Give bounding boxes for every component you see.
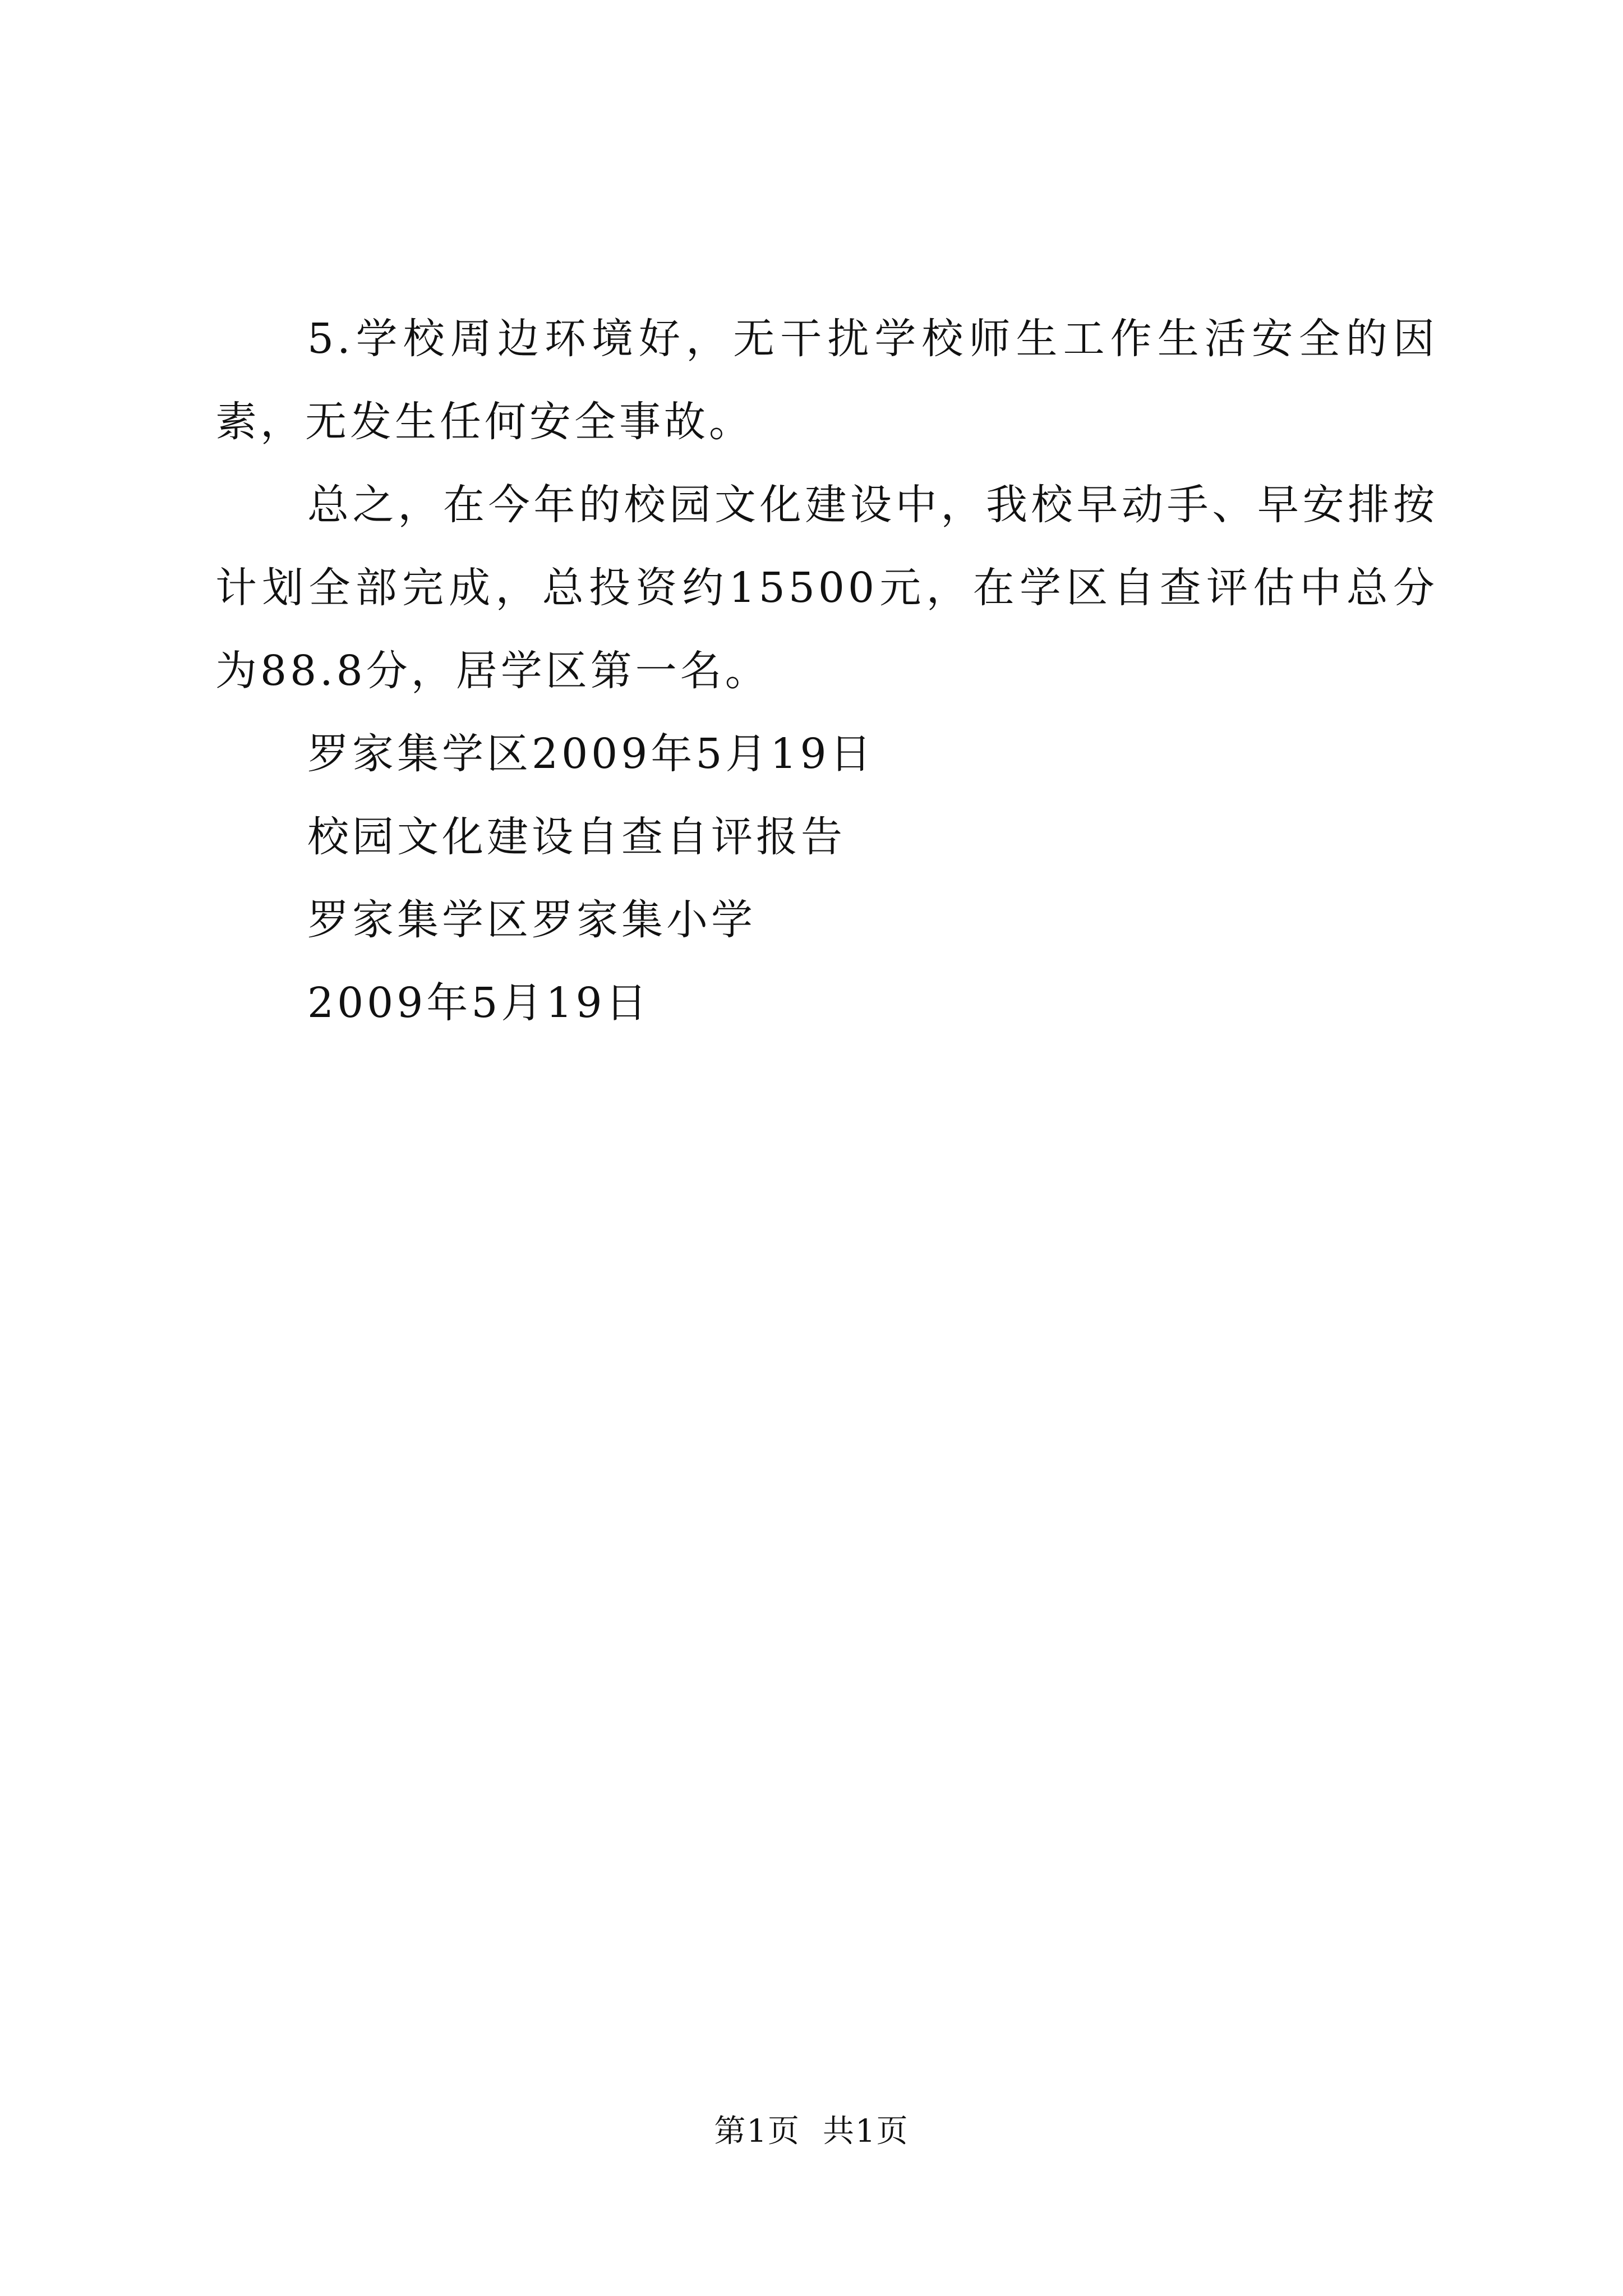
school-name-line: 罗家集学区罗家集小学 [307,896,756,944]
paragraph-safety-environment: 5.学校周边环境好，无干扰学校师生工作生活安全的因素，无发生任何安全事故。 [215,315,1438,446]
report-date-line: 2009年5月19日 [307,979,651,1027]
report-title-line: 校园文化建设自查自评报告 [307,813,846,861]
paragraph-summary: 总之，在今年的校园文化建设中，我校早动手、早安排按计划全部完成，总投资约15500元，在学区自查评估中总分为88.8分，居学区第一名。 [215,481,1438,695]
page-footer [0,2106,1623,2151]
page-total: 共1页 [823,2113,909,2150]
page-number: 第1页 [714,2113,800,2150]
signature-district-date: 罗家集学区2009年5月19日 [307,730,875,778]
document-body [215,297,1438,1045]
